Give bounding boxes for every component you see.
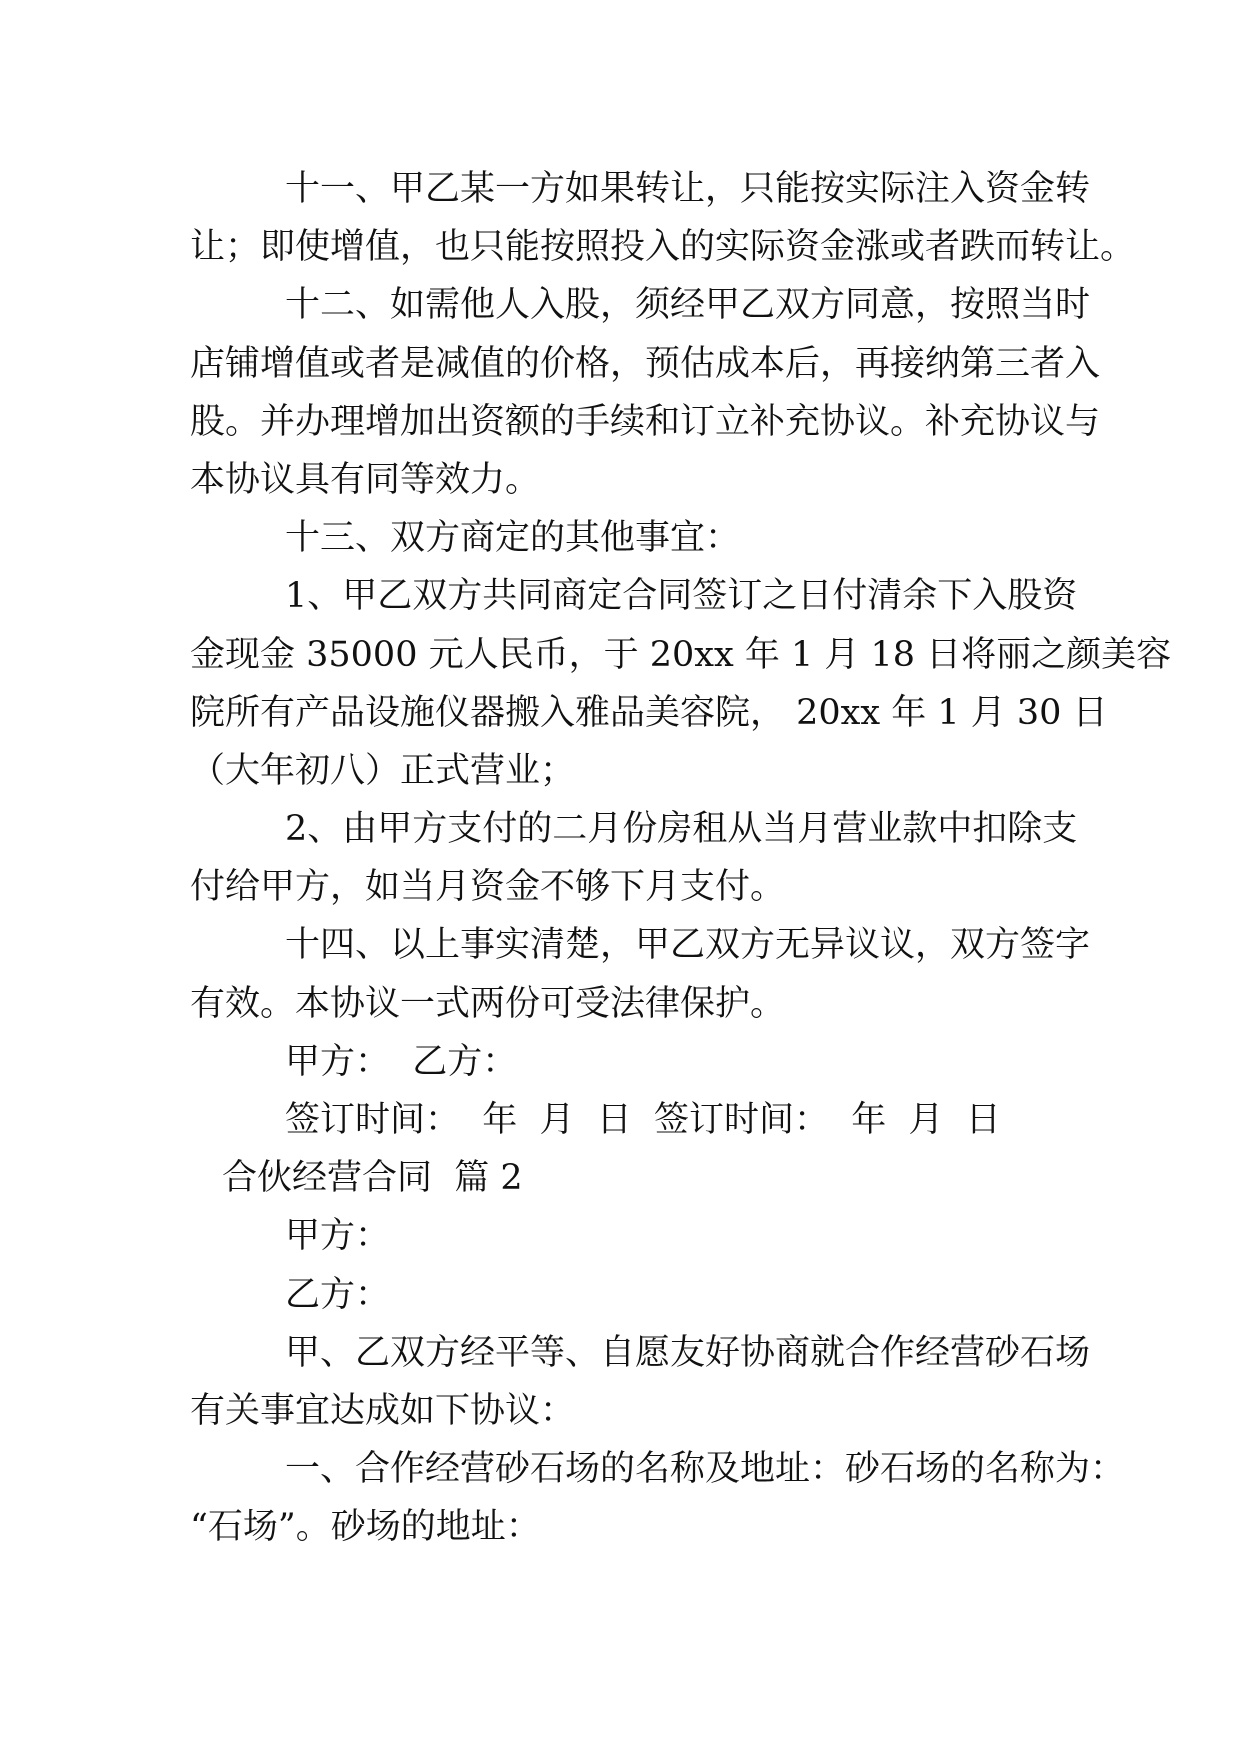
paragraph-line: 十二、如需他人入股，须经甲乙双方同意，按照当时 [285, 285, 1091, 326]
section-title [190, 1149, 1052, 1207]
clause-11-paragraph [190, 160, 1136, 276]
paragraph-line: 十四、以上事实清楚，甲乙双方无异议议，双方签字 [285, 925, 1091, 966]
paragraph-line: “石场”。砂场的地址： [190, 1507, 541, 1548]
party-b-line [190, 1266, 1052, 1324]
paragraph-line: 签订时间： 年 月 日 签订时间： 年 月 日 [285, 1100, 1001, 1140]
paragraph-line: 店铺增值或者是减值的价格，预估成本后，再接纳第三者入 [190, 343, 1101, 384]
preamble-paragraph [190, 1324, 1091, 1440]
clause-13-1-paragraph [190, 567, 1172, 800]
clause-14-paragraph [190, 916, 1091, 1032]
paragraph-line: 一、合作经营砂石场的名称及地址：砂石场的名称为： [285, 1449, 1126, 1490]
article-1-paragraph [190, 1440, 1126, 1556]
signature-parties [190, 1033, 1052, 1091]
paragraph-line: 付给甲方，如当月资金不够下月支付。 [190, 867, 786, 908]
signing-date-line [190, 1091, 1052, 1149]
paragraph-line: 1、甲乙双方共同商定合同签订之日付清余下入股资 [285, 576, 1078, 617]
paragraph-line: （大年初八）正式营业； [190, 750, 576, 791]
clause-13-paragraph [190, 509, 1052, 567]
paragraph-line: 有效。本协议一式两份可受法律保护。 [190, 983, 786, 1024]
paragraph-line: 甲、乙双方经平等、自愿友好协商就合作经营砂石场 [285, 1332, 1091, 1373]
section-heading: 合伙经营合同 篇 2 [222, 1158, 523, 1199]
paragraph-line: 股。并办理增加出资额的手续和订立补充协议。补充协议与 [190, 401, 1101, 442]
document-body [190, 160, 1172, 1557]
paragraph-line: 院所有产品设施仪器搬入雅品美容院， 20xx 年 1 月 30 日 [190, 692, 1108, 733]
clause-12-paragraph [190, 276, 1101, 509]
clause-13-2-paragraph [190, 800, 1078, 916]
paragraph-line: 有关事宜达成如下协议： [190, 1390, 576, 1431]
paragraph-line: 十三、双方商定的其他事宜： [285, 518, 741, 559]
paragraph-line: 甲方： 乙方： [285, 1041, 518, 1082]
paragraph-line: 本协议具有同等效力。 [190, 459, 541, 500]
paragraph-line: 2、由甲方支付的二月份房租从当月营业款中扣除支 [285, 809, 1078, 850]
paragraph-line: 金现金 35000 元人民币，于 20xx 年 1 月 18 日将丽之颜美容 [190, 634, 1172, 675]
paragraph-line: 十一、甲乙某一方如果转让，只能按实际注入资金转 [285, 169, 1091, 209]
party-a-line [190, 1207, 1052, 1265]
paragraph-line: 甲方： [285, 1216, 391, 1257]
paragraph-line: 让；即使增值，也只能按照投入的实际资金涨或者跌而转让。 [190, 227, 1136, 268]
paragraph-line: 乙方： [285, 1274, 391, 1315]
